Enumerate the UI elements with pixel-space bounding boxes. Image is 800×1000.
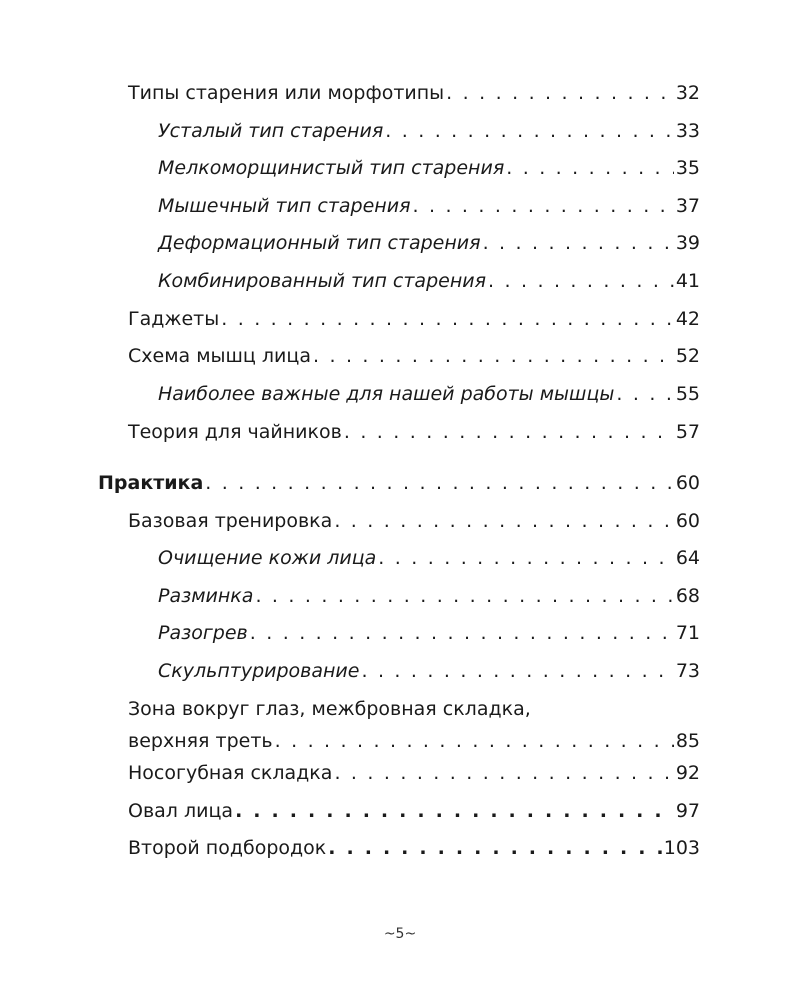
toc-entry	[158, 382, 700, 406]
toc-entry-title: Комбинированный тип старения	[158, 270, 487, 292]
toc-entry-page: 52	[675, 345, 700, 367]
dot-leader	[334, 509, 674, 533]
toc-entry	[128, 697, 700, 753]
toc-entry-title: Очищение кожи лица	[158, 547, 377, 569]
toc-entry	[158, 659, 700, 683]
toc-entry-page: 73	[675, 660, 700, 682]
toc-entry	[158, 156, 700, 180]
dot-leader	[361, 659, 673, 683]
toc-entry-page: 41	[675, 270, 700, 292]
toc-entry-title: Разогрев	[158, 622, 248, 644]
toc-entry-page: 35	[675, 157, 700, 179]
dot-leader	[506, 156, 674, 180]
toc-entry-title: Мышечный тип старения	[158, 195, 411, 217]
dot-leader	[205, 471, 674, 495]
dot-leader	[483, 231, 674, 255]
toc-entry	[128, 344, 700, 368]
toc-entry-page: 85	[675, 730, 700, 752]
toc-entry-page: 42	[675, 308, 700, 330]
toc-section-heading	[98, 471, 700, 495]
toc-entry-page: 92	[675, 762, 700, 784]
toc-entry	[158, 546, 700, 570]
toc-entry-title: Схема мышц лица	[128, 345, 311, 367]
toc-entry	[128, 761, 700, 785]
toc-entry-title: Разминка	[158, 585, 254, 607]
toc-entry-title: Деформационный тип старения	[158, 232, 481, 254]
toc-entry	[128, 307, 700, 331]
toc-entry-page: 68	[675, 585, 700, 607]
toc-entry-title: Базовая тренировка	[128, 510, 333, 532]
toc-entry	[158, 231, 700, 255]
toc-entry-title: Наиболее важные для нашей работы мышцы	[158, 383, 615, 405]
toc-entry-title: Практика	[98, 472, 204, 494]
toc-entry-page: 103	[663, 837, 700, 859]
dot-leader	[616, 382, 673, 406]
dot-leader	[446, 81, 674, 105]
toc-entry	[128, 836, 700, 860]
toc-entry	[158, 584, 700, 608]
dot-leader	[275, 729, 674, 753]
toc-entry-page: 55	[675, 383, 700, 405]
toc-entry-page: 57	[675, 421, 700, 443]
toc-entry-title: Второй подбородок	[128, 837, 327, 859]
toc-entry	[128, 81, 700, 105]
toc-entry	[128, 509, 700, 533]
dot-leader	[250, 621, 674, 645]
toc-entry-title: Носогубная складка	[128, 762, 333, 784]
toc-entry-title: Типы старения или морфотипы	[128, 82, 445, 104]
toc-entry	[128, 799, 700, 823]
toc-entry-title: Теория для чайников	[128, 421, 342, 443]
dot-leader	[334, 761, 673, 785]
toc-entry-page: 71	[675, 622, 700, 644]
dot-leader	[344, 420, 674, 444]
toc-entry	[158, 119, 700, 143]
toc-entry	[128, 420, 700, 444]
dot-leader	[313, 344, 674, 368]
dot-leader	[221, 307, 674, 331]
toc-entry-page: 64	[675, 547, 700, 569]
toc-entry-title-line1: Зона вокруг глаз, межбровная складка,	[128, 698, 531, 720]
dot-leader	[378, 546, 674, 570]
dot-leader	[413, 194, 674, 218]
dot-leader	[328, 836, 661, 860]
toc-entry-title: Усталый тип старения	[158, 120, 384, 142]
toc-entry	[158, 194, 700, 218]
toc-entry-title: Скульптурирование	[158, 660, 360, 682]
toc-entry-title: Овал лица	[128, 800, 234, 822]
dot-leader	[255, 584, 673, 608]
page-number: ~5~	[383, 926, 417, 942]
toc-entry-page: 33	[675, 120, 700, 142]
dot-leader	[235, 799, 674, 823]
toc-entry	[158, 269, 700, 293]
toc-entry-page: 39	[675, 232, 700, 254]
toc-entry-page: 97	[675, 800, 700, 822]
toc-entry-title: Мелкоморщинистый тип старения	[158, 157, 505, 179]
toc-entry-title: Гаджеты	[128, 308, 220, 330]
toc-entry-page: 37	[675, 195, 700, 217]
toc-entry-title: верхняя треть	[128, 730, 273, 752]
toc-entry-page: 60	[675, 472, 700, 494]
toc-entry	[158, 621, 700, 645]
dot-leader	[488, 269, 674, 293]
toc-entry-page: 60	[675, 510, 700, 532]
toc-entry-page: 32	[675, 82, 700, 104]
dot-leader	[385, 119, 674, 143]
